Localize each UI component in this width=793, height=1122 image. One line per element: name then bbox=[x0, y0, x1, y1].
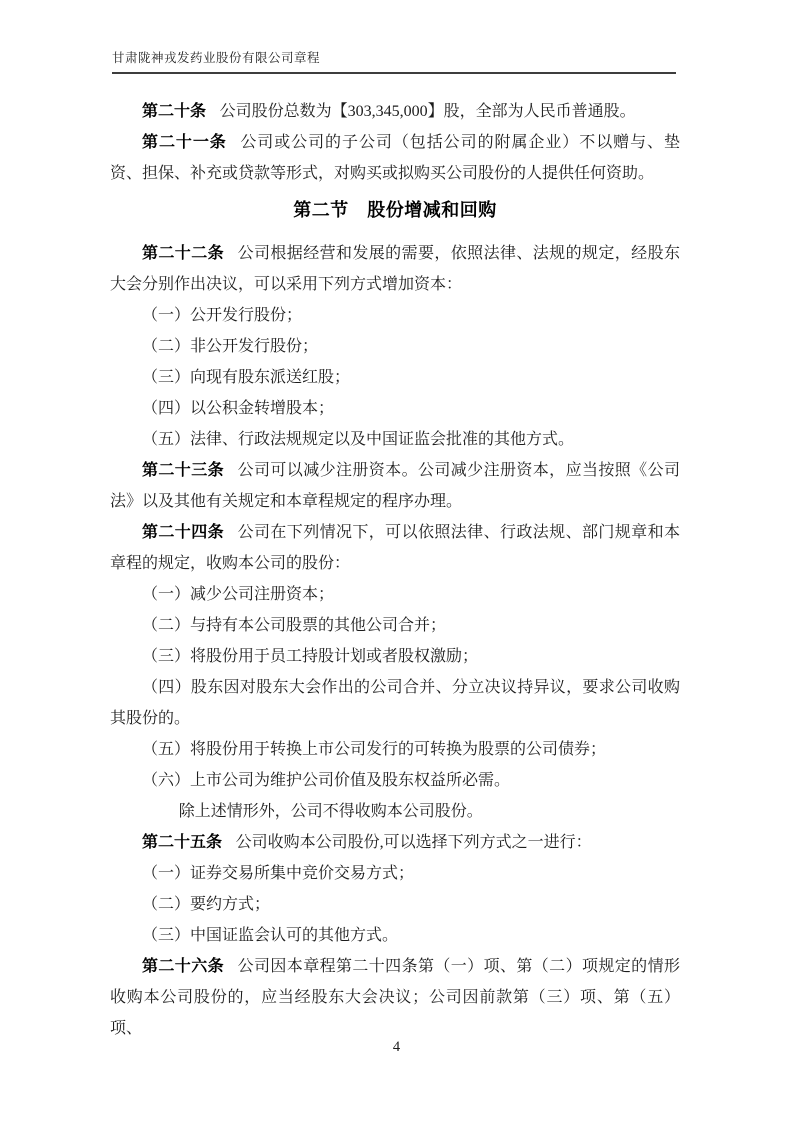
article-text: 公司在下列情况下，可以依照法律、行政法规、部门规章和本章程的规定，收购本公司的股份： bbox=[110, 524, 680, 572]
article-paragraph bbox=[110, 827, 680, 858]
article-text: 公司根据经营和发展的需要，依照法律、法规的规定，经股东大会分别作出决议，可以采用下列方式增加资本： bbox=[110, 245, 680, 293]
article-text: 公司可以减少注册资本。公司减少注册资本，应当按照《公司法》以及其他有关规定和本章程规定的程序办理。 bbox=[110, 462, 680, 510]
list-item: （二）要约方式； bbox=[142, 896, 271, 913]
article-paragraph bbox=[110, 238, 680, 300]
list-item: （五）将股份用于转换上市公司发行的可转换为股票的公司债券； bbox=[142, 741, 607, 758]
section-heading: 第二节 股份增减和回购 bbox=[293, 200, 497, 220]
list-item: （四）股东因对股东大会作出的公司合并、分立决议持异议，要求公司收购其股份的。 bbox=[110, 679, 680, 727]
article-text: 公司因本章程第二十四条第（一）项、第（二）项规定的情形收购本公司股份的，应当经股东大会决议；公司因前款第（三）项、第（五）项、 bbox=[110, 958, 680, 1037]
list-item: （一）公开发行股份； bbox=[142, 307, 303, 324]
list-item: （四）以公积金转增股本； bbox=[142, 400, 335, 417]
article-paragraph bbox=[110, 951, 680, 1044]
list-item: （六）上市公司为维护公司价值及股东权益所必需。 bbox=[142, 772, 511, 789]
list-item: （一）减少公司注册资本； bbox=[142, 586, 335, 603]
article-number: 第二十三条 bbox=[142, 462, 224, 479]
article-paragraph bbox=[110, 455, 680, 517]
list-item: （三）将股份用于员工持股计划或者股权激励； bbox=[142, 648, 479, 665]
page-footer bbox=[0, 1038, 793, 1056]
article-number: 第二十二条 bbox=[142, 245, 224, 262]
page-header-title: 甘肃陇神戎发药业股份有限公司章程 bbox=[112, 51, 321, 65]
list-item: （一）证券交易所集中竞价交易方式； bbox=[142, 865, 415, 882]
note-paragraph: 除上述情形外，公司不得收购本公司股份。 bbox=[178, 803, 483, 820]
list-item: （二）非公开发行股份； bbox=[142, 338, 319, 355]
article-number: 第二十条 bbox=[142, 103, 207, 120]
article-text: 公司或公司的子公司（包括公司的附属企业）不以赠与、垫资、担保、补充或贷款等形式，对购买或拟购买公司股份的人提供任何资助。 bbox=[110, 134, 680, 182]
article-paragraph bbox=[110, 127, 680, 189]
list-item: （五）法律、行政法规规定以及中国证监会批准的其他方式。 bbox=[142, 431, 575, 448]
article-number: 第二十一条 bbox=[142, 134, 227, 151]
article-number: 第二十六条 bbox=[142, 958, 224, 975]
document-body bbox=[110, 96, 680, 1044]
article-paragraph bbox=[110, 96, 680, 127]
article-number: 第二十五条 bbox=[142, 834, 223, 851]
article-text: 公司收购本公司股份,可以选择下列方式之一进行： bbox=[235, 834, 592, 851]
list-item: （三）向现有股东派送红股； bbox=[142, 369, 351, 386]
article-paragraph bbox=[110, 517, 680, 579]
article-number: 第二十四条 bbox=[142, 524, 224, 541]
page-number: 4 bbox=[392, 1039, 401, 1055]
list-item: （三）中国证监会认可的其他方式。 bbox=[142, 927, 399, 944]
list-item: （二）与持有本公司股票的其他公司合并； bbox=[142, 617, 447, 634]
article-text: 公司股份总数为【303,345,000】股，全部为人民币普通股。 bbox=[219, 103, 636, 120]
page-header bbox=[112, 49, 676, 74]
